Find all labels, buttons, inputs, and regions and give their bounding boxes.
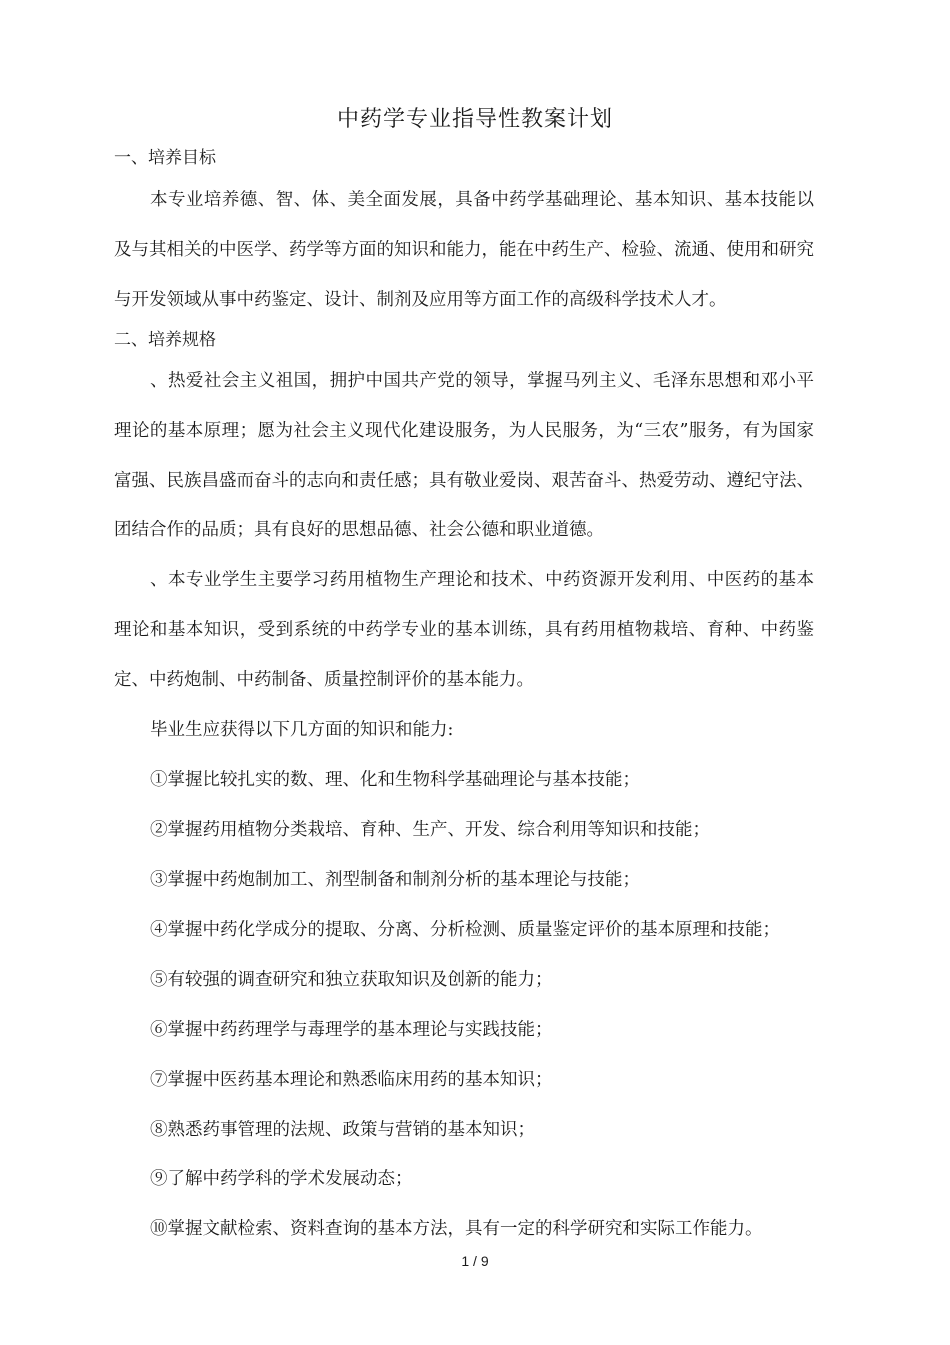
list-item: ⑧熟悉药事管理的法规、政策与营销的基本知识； [150,1120,535,1140]
list-item: ④掌握中药化学成分的提取、分离、分析检测、质量鉴定评价的基本原理和技能； [150,920,780,940]
list-item: ①掌握比较扎实的数、理、化和生物科学基础理论与基本技能； [150,770,640,790]
list-item: ③掌握中药炮制加工、剂型制备和制剂分析的基本理论与技能； [150,870,640,890]
document-title: 中药学专业指导性教案计划 [336,107,613,132]
section-heading-training-goals: 一、培养目标 [114,148,216,168]
list-item: ⑨了解中药学科的学术发展动态； [150,1169,413,1189]
paragraph-training-goals: 本专业培养德、智、体、美全面发展，具备中药学基础理论、基本知识、基本技能以及与其相关的中医学、药学等方面的知识和能力，能在中药生产、检验、流通、使用和研究与开发领域从事中药鉴定、设计、制剂及应用等方面工作的高级科学技术人才。 [114,190,814,310]
paragraph-spec-2: 、本专业学生主要学习药用植物生产理论和技术、中药资源开发利用、中医药的基本理论和基本知识，受到系统的中药学专业的基本训练，具有药用植物栽培、育种、中药鉴定、中药炮制、中药制备、质量控制评价的基本能力。 [114,570,814,690]
list-item: ②掌握药用植物分类栽培、育种、生产、开发、综合利用等知识和技能； [150,820,710,840]
list-item: ⑥掌握中药药理学与毒理学的基本理论与实践技能； [150,1020,553,1040]
paragraph-spec-1: 、热爱社会主义祖国，拥护中国共产党的领导，掌握马列主义、毛泽东思想和邓小平理论的基本原理；愿为社会主义现代化建设服务，为人民服务，为“三农”服务，有为国家富强、民族昌盛而奋斗的志向和责任感；具有敬业爱岗、艰苦奋斗、热爱劳动、遵纪守法、团结合作的品质；具有良好的思想品德、社会公德和职业道德。 [114,371,814,541]
list-item: ⑩掌握文献检索、资料查询的基本方法，具有一定的科学研究和实际工作能力。 [150,1219,763,1239]
section-heading-training-specs: 二、培养规格 [114,330,216,350]
list-intro: 毕业生应获得以下几方面的知识和能力: [150,720,454,740]
list-item: ⑦掌握中医药基本理论和熟悉临床用药的基本知识； [150,1070,553,1090]
list-item: ⑤有较强的调查研究和独立获取知识及创新的能力； [150,970,553,990]
page-number: 1 / 9 [461,1253,489,1269]
